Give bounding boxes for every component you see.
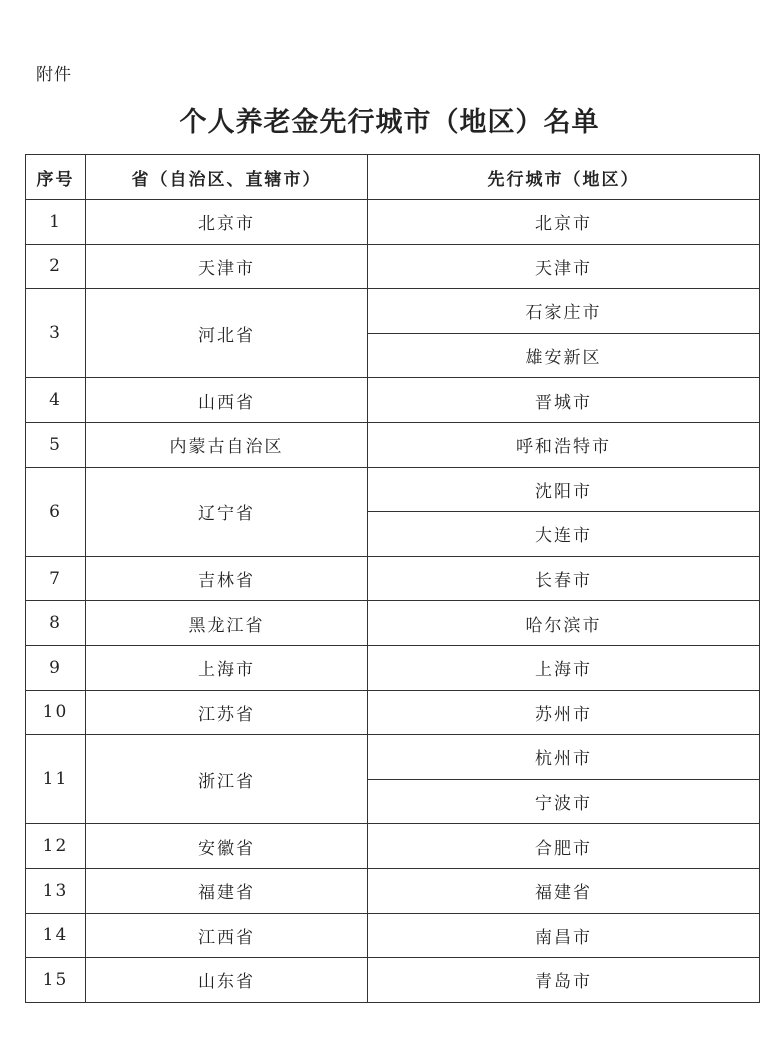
row-province: 山东省 xyxy=(86,958,368,1003)
table-row xyxy=(26,378,760,423)
table-row xyxy=(26,422,760,467)
header-province: 省（自治区、直辖市） xyxy=(86,155,368,200)
table-row xyxy=(26,913,760,958)
row-number: 8 xyxy=(26,601,86,646)
row-province: 辽宁省 xyxy=(86,467,368,556)
row-province: 山西省 xyxy=(86,378,368,423)
row-city: 青岛市 xyxy=(368,958,760,1003)
row-city: 呼和浩特市 xyxy=(368,422,760,467)
row-number: 5 xyxy=(26,422,86,467)
row-city: 石家庄市 xyxy=(368,289,760,334)
row-number: 13 xyxy=(26,868,86,913)
row-city: 杭州市 xyxy=(368,735,760,780)
row-province: 内蒙古自治区 xyxy=(86,422,368,467)
table-body xyxy=(26,200,760,1003)
row-city: 福建省 xyxy=(368,868,760,913)
table-row xyxy=(26,556,760,601)
table-row xyxy=(26,244,760,289)
row-number: 14 xyxy=(26,913,86,958)
row-number: 10 xyxy=(26,690,86,735)
row-city: 哈尔滨市 xyxy=(368,601,760,646)
row-city: 沈阳市 xyxy=(368,467,760,512)
pilot-cities-table xyxy=(25,154,760,1003)
row-number: 6 xyxy=(26,467,86,556)
row-city: 宁波市 xyxy=(368,779,760,824)
header-city: 先行城市（地区） xyxy=(368,155,760,200)
table-header xyxy=(26,155,760,200)
table-row xyxy=(26,289,760,334)
table-row xyxy=(26,645,760,690)
table-row xyxy=(26,735,760,780)
table-row xyxy=(26,868,760,913)
row-city: 天津市 xyxy=(368,244,760,289)
header-row xyxy=(26,155,760,200)
row-number: 12 xyxy=(26,824,86,869)
row-city: 大连市 xyxy=(368,512,760,557)
table-row xyxy=(26,690,760,735)
table-row xyxy=(26,601,760,646)
table-row xyxy=(26,958,760,1003)
row-province: 天津市 xyxy=(86,244,368,289)
row-city: 晋城市 xyxy=(368,378,760,423)
row-city: 雄安新区 xyxy=(368,333,760,378)
row-province: 福建省 xyxy=(86,868,368,913)
row-city: 合肥市 xyxy=(368,824,760,869)
row-number: 1 xyxy=(26,200,86,245)
row-number: 2 xyxy=(26,244,86,289)
page-title: 个人养老金先行城市（地区）名单 xyxy=(179,107,600,138)
row-province: 河北省 xyxy=(86,289,368,378)
row-city: 上海市 xyxy=(368,645,760,690)
attachment-label: 附件 xyxy=(36,65,72,85)
row-province: 安徽省 xyxy=(86,824,368,869)
row-province: 上海市 xyxy=(86,645,368,690)
row-city: 苏州市 xyxy=(368,690,760,735)
row-city: 北京市 xyxy=(368,200,760,245)
row-number: 15 xyxy=(26,958,86,1003)
row-number: 9 xyxy=(26,645,86,690)
row-province: 江苏省 xyxy=(86,690,368,735)
table-row xyxy=(26,200,760,245)
row-province: 吉林省 xyxy=(86,556,368,601)
header-number: 序号 xyxy=(26,155,86,200)
row-number: 11 xyxy=(26,735,86,824)
row-province: 北京市 xyxy=(86,200,368,245)
row-province: 江西省 xyxy=(86,913,368,958)
row-city: 长春市 xyxy=(368,556,760,601)
table-row xyxy=(26,467,760,512)
row-number: 4 xyxy=(26,378,86,423)
row-number: 3 xyxy=(26,289,86,378)
row-number: 7 xyxy=(26,556,86,601)
row-city: 南昌市 xyxy=(368,913,760,958)
table-row xyxy=(26,824,760,869)
row-province: 黑龙江省 xyxy=(86,601,368,646)
row-province: 浙江省 xyxy=(86,735,368,824)
